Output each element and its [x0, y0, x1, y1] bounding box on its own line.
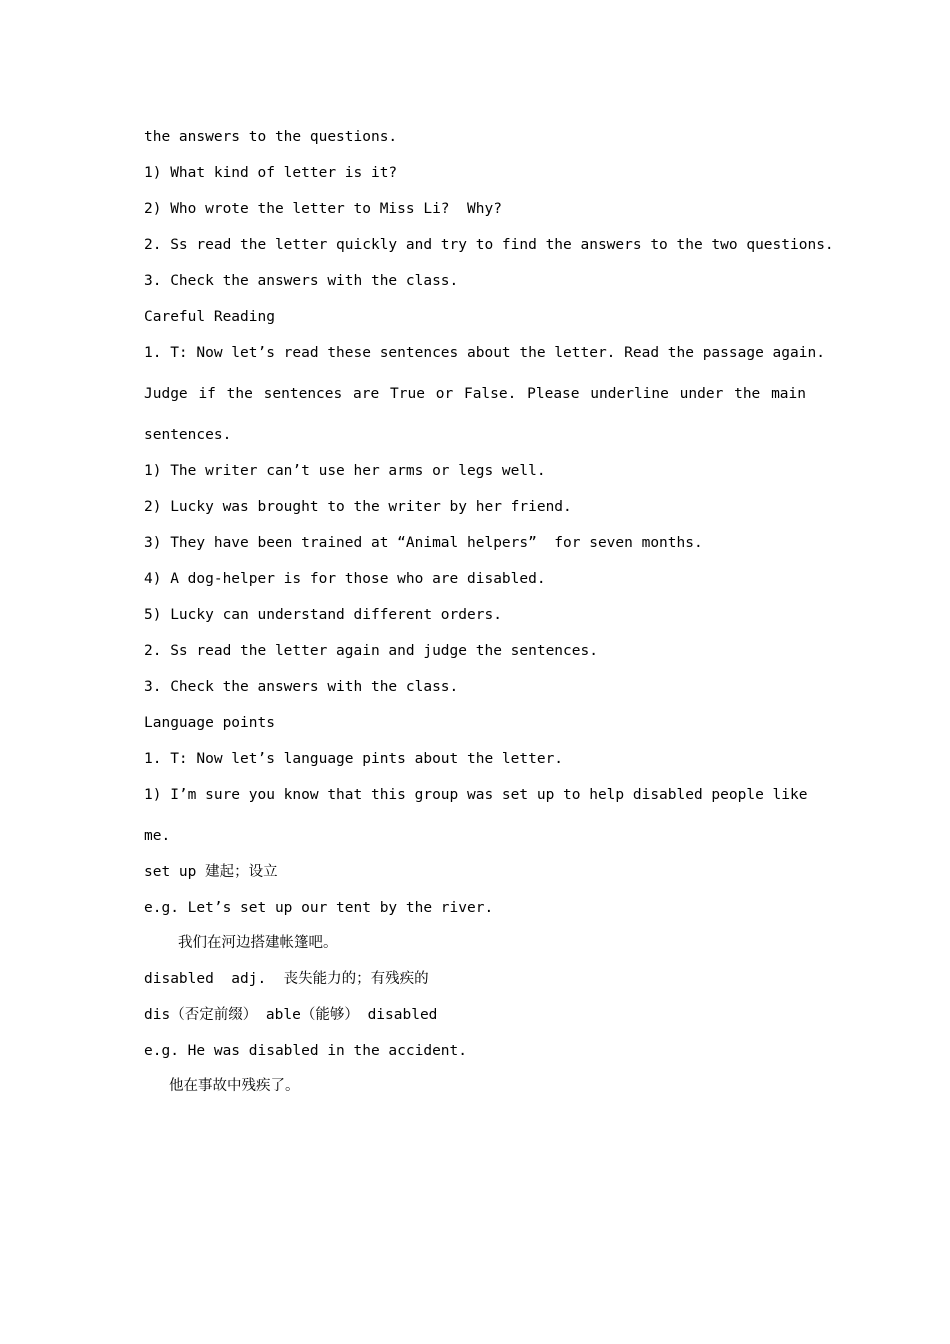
- vocab-entry: set up 建起；设立: [144, 864, 278, 880]
- example-sentence: e.g. Let’s set up our tent by the river.: [144, 900, 494, 916]
- vocab-entry: disabled adj. 丧失能力的；有残疾的: [144, 971, 429, 987]
- statement-item: 1) The writer can’t use her arms or legs well.: [144, 463, 546, 479]
- text-line: Judge if the sentences are True or False. Please underline under the main: [144, 386, 806, 402]
- statement-item: 2) Lucky was brought to the writer by her friend.: [144, 499, 572, 515]
- section-heading: Language points: [144, 715, 275, 731]
- word-formation: dis（否定前缀） able（能够） disabled: [144, 1007, 438, 1023]
- step-item: 1. T: Now let’s language pints about the letter.: [144, 751, 564, 767]
- statement-item: 4) A dog-helper is for those who are disabled.: [144, 571, 546, 587]
- step-item: 2. Ss read the letter quickly and try to find the answers to the two questions.: [144, 237, 834, 253]
- example-sentence: e.g. He was disabled in the accident.: [144, 1043, 468, 1059]
- step-item: 3. Check the answers with the class.: [144, 273, 459, 289]
- example-translation: 他在事故中残疾了。: [169, 1078, 300, 1094]
- section-heading: Careful Reading: [144, 309, 275, 325]
- text-line: me.: [144, 828, 171, 844]
- example-translation: 我们在河边搭建帐篷吧。: [178, 935, 338, 951]
- step-item: 3. Check the answers with the class.: [144, 679, 459, 695]
- question-item: 1) What kind of letter is it?: [144, 165, 398, 181]
- statement-item: 3) They have been trained at “Animal helpers” for seven months.: [144, 535, 703, 551]
- text-line: the answers to the questions.: [144, 129, 398, 145]
- statement-item: 5) Lucky can understand different orders.: [144, 607, 502, 623]
- language-point: 1) I’m sure you know that this group was set up to help disabled people like: [144, 787, 808, 803]
- question-item: 2) Who wrote the letter to Miss Li? Why?: [144, 201, 502, 217]
- text-line: sentences.: [144, 427, 232, 443]
- step-item: 1. T: Now let’s read these sentences about the letter. Read the passage again.: [144, 345, 825, 361]
- step-item: 2. Ss read the letter again and judge the sentences.: [144, 643, 598, 659]
